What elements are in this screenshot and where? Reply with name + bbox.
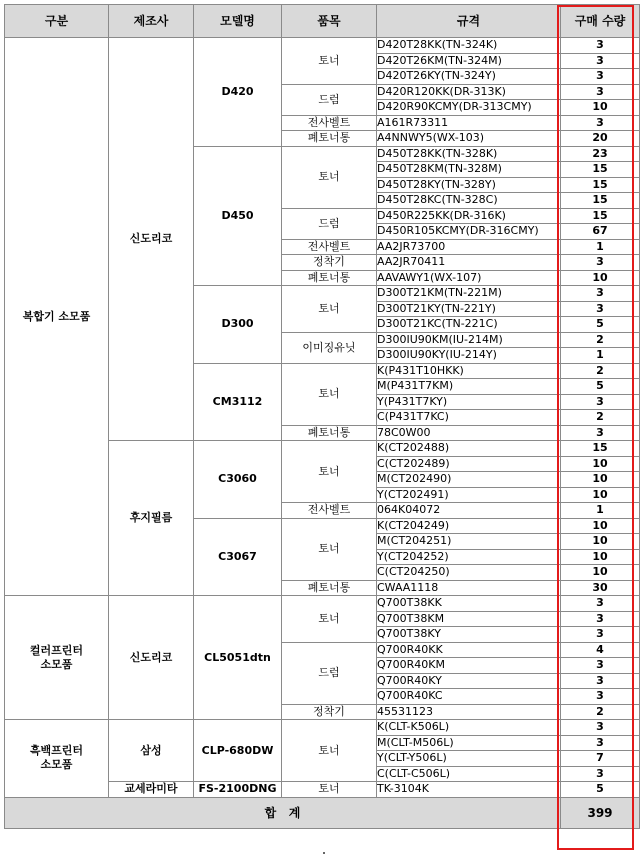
spec-cell: Q700R40KC [377,689,561,705]
qty-cell: 3 [561,611,640,627]
spec-cell: Q700R40KY [377,673,561,689]
qty-cell: 3 [561,286,640,302]
category-cell: 흑백프린터 소모품 [5,720,109,798]
maker-cell: 후지필름 [109,441,194,596]
model-cell: CL5051dtn [194,596,282,720]
item-cell: 이미징유닛 [282,332,377,363]
qty-cell: 30 [561,580,640,596]
qty-cell: 10 [561,534,640,550]
qty-cell: 3 [561,658,640,674]
spec-cell: M(P431T7KM) [377,379,561,395]
qty-cell: 10 [561,518,640,534]
header-row [5,5,640,38]
model-cell: C3067 [194,518,282,596]
qty-cell: 3 [561,720,640,736]
model-cell: C3060 [194,441,282,519]
spec-cell: D300IU90KM(IU-214M) [377,332,561,348]
item-cell: 폐토너통 [282,131,377,147]
qty-cell: 7 [561,751,640,767]
spec-cell: M(CT204251) [377,534,561,550]
qty-cell: 15 [561,441,640,457]
qty-cell: 3 [561,115,640,131]
spec-cell: D420T26KM(TN-324M) [377,53,561,69]
maker-cell: 신도리코 [109,38,194,441]
item-cell: 폐토너통 [282,580,377,596]
qty-cell: 3 [561,69,640,85]
page-mark [323,852,325,854]
item-cell: 정착기 [282,704,377,720]
spec-cell: Q700T38KM [377,611,561,627]
item-cell: 드럼 [282,208,377,239]
spec-cell: K(CLT-K506L) [377,720,561,736]
maker-cell: 신도리코 [109,596,194,720]
spec-cell: K(CT204249) [377,518,561,534]
qty-cell: 2 [561,410,640,426]
item-cell: 토너 [282,518,377,580]
purchase-quantity-table [4,4,640,829]
table-body [5,38,640,798]
spec-cell: D450T28KC(TN-328C) [377,193,561,209]
spec-cell: Y(CLT-Y506L) [377,751,561,767]
qty-cell: 10 [561,456,640,472]
qty-cell: 3 [561,425,640,441]
model-cell: D420 [194,38,282,147]
qty-cell: 3 [561,301,640,317]
qty-cell: 23 [561,146,640,162]
spec-cell: C(CT202489) [377,456,561,472]
total-label: 합 계 [5,797,561,828]
qty-cell: 1 [561,348,640,364]
item-cell: 토너 [282,720,377,782]
qty-cell: 15 [561,162,640,178]
total-row [5,797,640,828]
qty-cell: 3 [561,735,640,751]
item-cell: 전사벨트 [282,503,377,519]
category-cell: 복합기 소모품 [5,38,109,596]
spec-cell: AAVAWY1(WX-107) [377,270,561,286]
spec-cell: A4NNWY5(WX-103) [377,131,561,147]
qty-cell: 2 [561,363,640,379]
spec-cell: Q700T38KY [377,627,561,643]
item-cell: 토너 [282,363,377,425]
spec-cell: AA2JR73700 [377,239,561,255]
qty-cell: 10 [561,100,640,116]
qty-cell: 67 [561,224,640,240]
header-category: 구분 [5,5,109,38]
qty-cell: 10 [561,487,640,503]
spec-cell: D300T21KY(TN-221Y) [377,301,561,317]
qty-cell: 3 [561,627,640,643]
header-spec: 규격 [377,5,561,38]
spec-cell: A161R73311 [377,115,561,131]
qty-cell: 1 [561,503,640,519]
qty-cell: 3 [561,766,640,782]
qty-cell: 15 [561,177,640,193]
spec-cell: D300T21KM(TN-221M) [377,286,561,302]
header-maker: 제조사 [109,5,194,38]
item-cell: 토너 [282,782,377,798]
qty-cell: 20 [561,131,640,147]
spec-cell: D450R105KCMY(DR-316CMY) [377,224,561,240]
spec-cell: K(CT202488) [377,441,561,457]
spec-cell: AA2JR70411 [377,255,561,271]
spec-cell: CWAA1118 [377,580,561,596]
table-row [5,38,640,54]
qty-cell: 10 [561,472,640,488]
qty-cell: 3 [561,255,640,271]
spec-cell: D450R225KK(DR-316K) [377,208,561,224]
spec-cell: D420T28KK(TN-324K) [377,38,561,54]
spec-cell: D420R120KK(DR-313K) [377,84,561,100]
spec-cell: D420T26KY(TN-324Y) [377,69,561,85]
spec-cell: D300IU90KY(IU-214Y) [377,348,561,364]
qty-cell: 10 [561,565,640,581]
spec-cell: Y(CT202491) [377,487,561,503]
model-cell: D300 [194,286,282,364]
qty-cell: 5 [561,379,640,395]
item-cell: 폐토너통 [282,270,377,286]
qty-cell: 3 [561,596,640,612]
item-cell: 토너 [282,38,377,85]
header-qty: 구매 수량 [561,5,640,38]
qty-cell: 3 [561,673,640,689]
spec-cell: D420R90KCMY(DR-313CMY) [377,100,561,116]
category-cell: 컬러프린터 소모품 [5,596,109,720]
qty-cell: 2 [561,704,640,720]
qty-cell: 4 [561,642,640,658]
model-cell: CM3112 [194,363,282,441]
qty-cell: 2 [561,332,640,348]
model-cell: D450 [194,146,282,286]
spec-cell: D450T28KM(TN-328M) [377,162,561,178]
qty-cell: 3 [561,689,640,705]
item-cell: 드럼 [282,84,377,115]
item-cell: 드럼 [282,642,377,704]
qty-cell: 1 [561,239,640,255]
qty-cell: 10 [561,270,640,286]
item-cell: 전사벨트 [282,239,377,255]
item-cell: 토너 [282,286,377,333]
item-cell: 정착기 [282,255,377,271]
item-cell: 토너 [282,596,377,643]
table-row [5,720,640,736]
item-cell: 토너 [282,441,377,503]
spec-cell: Q700R40KM [377,658,561,674]
spec-cell: M(CT202490) [377,472,561,488]
header-item: 품목 [282,5,377,38]
qty-cell: 10 [561,549,640,565]
spec-cell: Y(CT204252) [377,549,561,565]
spec-cell: Q700R40KK [377,642,561,658]
qty-cell: 5 [561,317,640,333]
spec-cell: Q700T38KK [377,596,561,612]
header-model: 모델명 [194,5,282,38]
spec-cell: C(CLT-C506L) [377,766,561,782]
spec-cell: 064K04072 [377,503,561,519]
model-cell: FS-2100DNG [194,782,282,798]
spec-cell: Y(P431T7KY) [377,394,561,410]
qty-cell: 3 [561,38,640,54]
maker-cell: 교세라미타 [109,782,194,798]
document-page [4,4,640,829]
spec-cell: D300T21KC(TN-221C) [377,317,561,333]
spec-cell: C(CT204250) [377,565,561,581]
model-cell: CLP-680DW [194,720,282,782]
qty-cell: 3 [561,394,640,410]
table-row [5,596,640,612]
qty-cell: 15 [561,193,640,209]
spec-cell: M(CLT-M506L) [377,735,561,751]
spec-cell: D450T28KY(TN-328Y) [377,177,561,193]
spec-cell: TK-3104K [377,782,561,798]
spec-cell: 78C0W00 [377,425,561,441]
item-cell: 전사벨트 [282,115,377,131]
total-qty: 399 [561,797,640,828]
spec-cell: D450T28KK(TN-328K) [377,146,561,162]
item-cell: 폐토너통 [282,425,377,441]
qty-cell: 5 [561,782,640,798]
qty-cell: 15 [561,208,640,224]
item-cell: 토너 [282,146,377,208]
qty-cell: 3 [561,84,640,100]
spec-cell: C(P431T7KC) [377,410,561,426]
spec-cell: K(P431T10HKK) [377,363,561,379]
spec-cell: 45531123 [377,704,561,720]
qty-cell: 3 [561,53,640,69]
maker-cell: 삼성 [109,720,194,782]
